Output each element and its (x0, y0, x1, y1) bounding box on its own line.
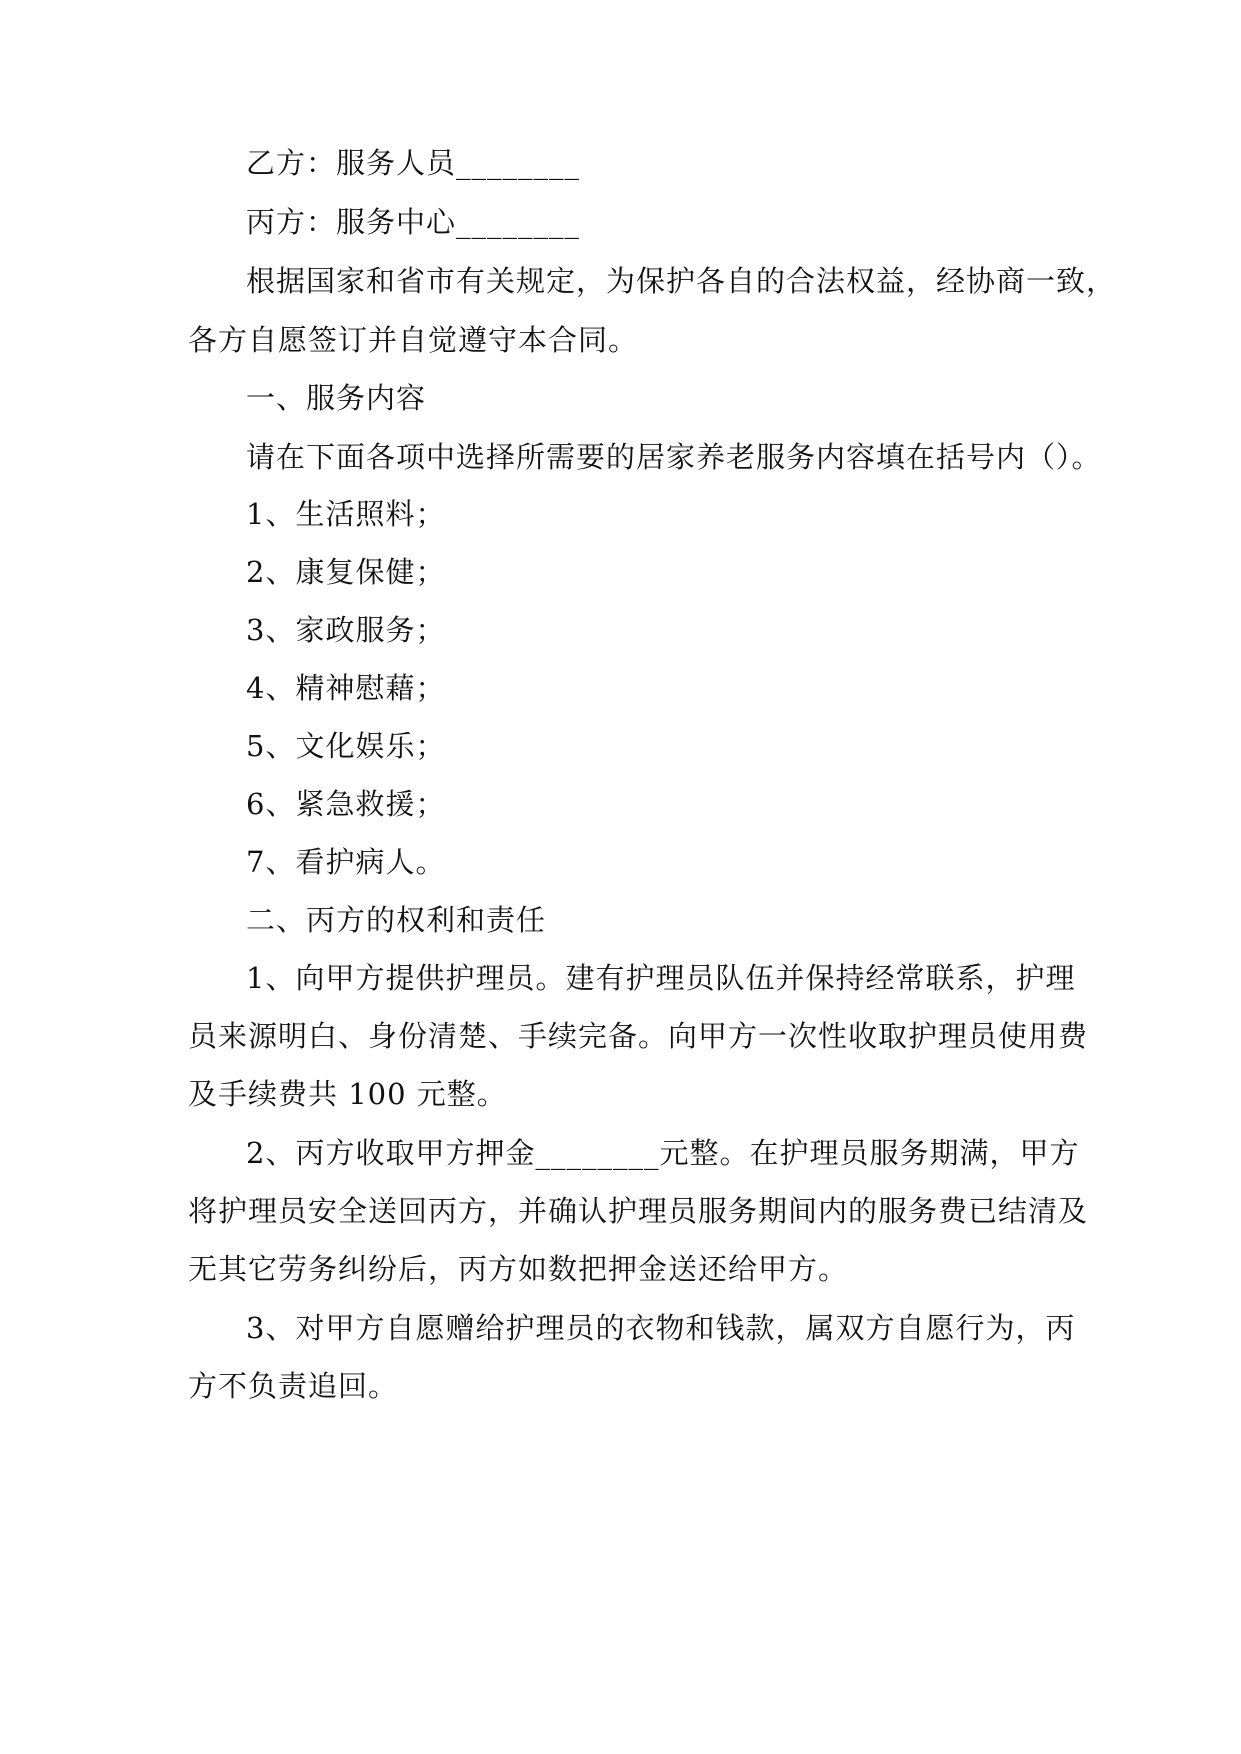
clause-1-line-2: 员来源明白、身份清楚、手续完备。向甲方一次性收取护理员使用费 (188, 1019, 1089, 1053)
clause-2-line-2: 将护理员安全送回丙方，并确认护理员服务期间内的服务费已结清及 (188, 1194, 1089, 1228)
section-heading-rights: 二、丙方的权利和责任 (246, 903, 547, 937)
clause-3-line-2: 方不负责追回。 (188, 1369, 399, 1403)
clause-2-line-3: 无其它劳务纠纷后，丙方如数把押金送还给甲方。 (188, 1252, 849, 1286)
service-item: 3、家政服务； (246, 613, 446, 647)
service-item: 1、生活照料； (246, 497, 446, 531)
party-c-line: 丙方：服务中心________ (246, 205, 581, 239)
section-heading-services: 一、服务内容 (246, 381, 427, 415)
clause-3-line-1: 3、对甲方自愿赠给护理员的衣物和钱款，属双方自愿行为，丙 (246, 1311, 1076, 1345)
preamble-line-2: 各方自愿签订并自觉遵守本合同。 (188, 323, 639, 357)
clause-2-line-1: 2、丙方收取甲方押金________元整。在护理员服务期满，甲方 (246, 1136, 1080, 1170)
services-instruction: 请在下面各项中选择所需要的居家养老服务内容填在括号内（）。 (246, 440, 1102, 474)
clause-1-line-3: 及手续费共 100 元整。 (188, 1077, 507, 1111)
preamble-line-1: 根据国家和省市有关规定，为保护各自的合法权益，经协商一致， (246, 264, 1117, 298)
clause-1-line-1: 1、向甲方提供护理员。建有护理员队伍并保持经常联系，护理 (246, 961, 1076, 995)
service-item: 2、康复保健； (246, 555, 446, 589)
service-item: 6、紧急救援； (246, 787, 446, 821)
service-item: 5、文化娱乐； (246, 729, 446, 763)
party-b-line: 乙方：服务人员________ (246, 146, 581, 180)
service-item: 4、精神慰藉； (246, 671, 446, 705)
service-item: 7、看护病人。 (246, 845, 446, 879)
